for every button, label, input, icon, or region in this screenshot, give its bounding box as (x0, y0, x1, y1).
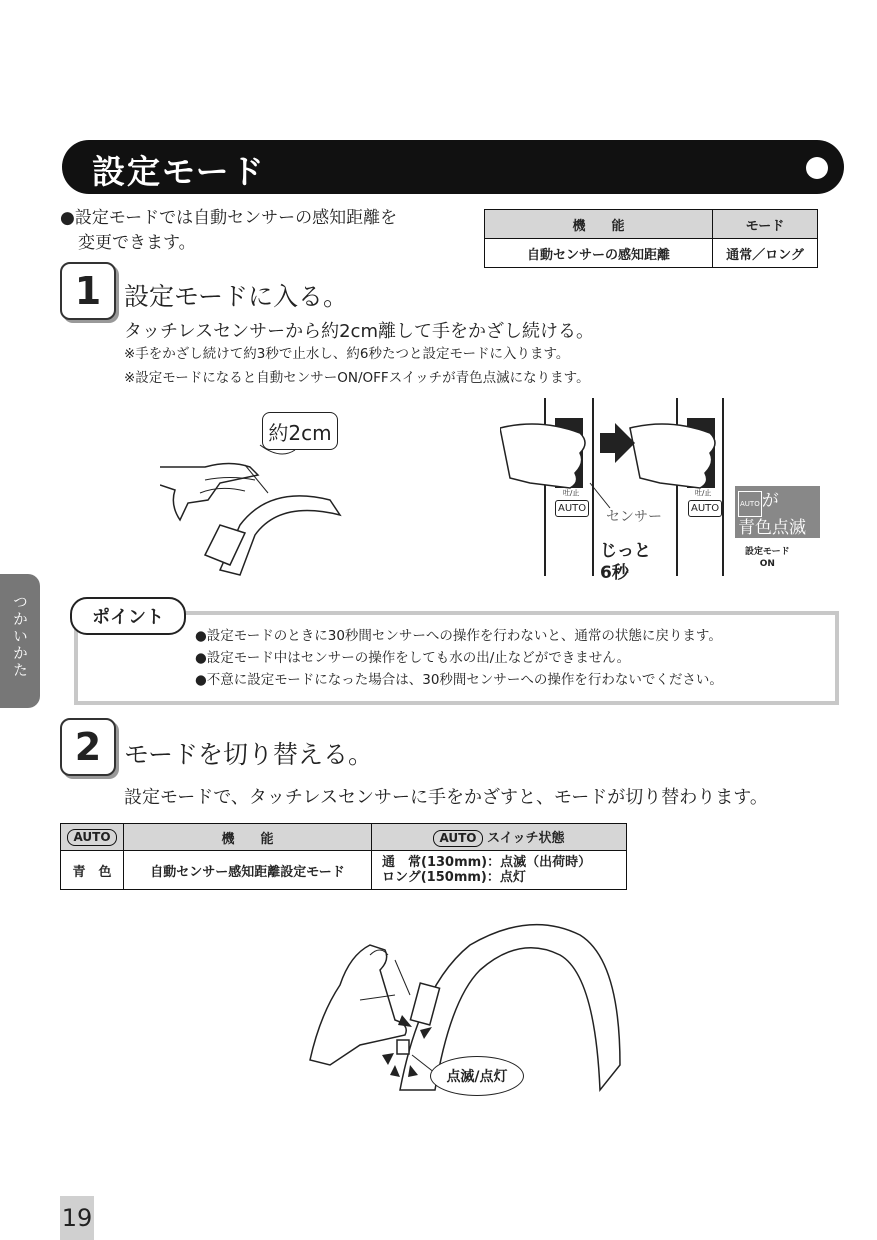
switch-state-normal: 通 常(130mm)：点滅（出荷時） (382, 855, 592, 870)
step-1-title: 設定モードに入る。 (124, 282, 349, 311)
intro-line-2: 変更できます。 (78, 233, 196, 253)
switch-table (60, 823, 627, 890)
mode-table-header-mode: モード (713, 210, 818, 239)
sensor-label: センサー (606, 509, 662, 525)
point-item-1: ●設定モードのときに30秒間センサーへの操作を行わないと、通常の状態に戻ります。 (195, 628, 722, 644)
mode-table (484, 209, 818, 268)
title-dot-icon (806, 157, 828, 179)
switch-table-function: 自動センサー感知距離設定モード (124, 851, 372, 890)
blink-callout (430, 1056, 524, 1096)
page-number: 19 (60, 1196, 94, 1240)
step-1-text: タッチレスセンサーから約2cm離して手をかざし続ける。 (124, 321, 594, 342)
step-2-text: 設定モードで、タッチレスセンサーに手をかざすと、モードが切り替わります。 (124, 787, 768, 808)
switch-table-header-state: スイッチ状態 (487, 831, 565, 846)
switch-label-2: 吐/止 (695, 489, 712, 497)
step-2-number: 2 (60, 718, 116, 776)
mode-on-line-1: 設定モード (745, 547, 790, 557)
distance-label: 約2cm (268, 420, 332, 445)
point-item-3: ●不意に設定モードになった場合は、30秒間センサーへの操作を行わないでください。 (195, 672, 723, 688)
point-badge: ポイント (70, 597, 186, 635)
section-title: 設定モード (92, 152, 266, 191)
blink-label-line-2: 青色点滅 (738, 518, 806, 538)
hold-label (600, 540, 651, 584)
blink-label-line-1: が (761, 491, 779, 511)
side-tab-label: つかいかた (11, 594, 29, 679)
switch-table-state (372, 851, 627, 890)
intro-line-1: ●設定モードでは自動センサーの感知距離を (60, 208, 398, 228)
hold-label-line-1: じっと (600, 541, 651, 561)
mode-on-label (745, 546, 790, 570)
step-2-title: モードを切り替える。 (124, 740, 374, 769)
intro-text (60, 206, 397, 256)
blink-callout-label: 点滅/点灯 (446, 1069, 508, 1085)
hold-label-line-2: 6秒 (600, 563, 629, 583)
switch-label-1: 吐/止 (563, 489, 580, 497)
auto-button-1: AUTO (555, 500, 589, 517)
auto-mini-icon: AUTO (738, 491, 762, 517)
mode-table-cell-function: 自動センサーの感知距離 (485, 239, 713, 268)
step-1-number: 1 (60, 262, 116, 320)
auto-button-2: AUTO (688, 500, 722, 517)
step-1-note-2: ※設定モードになると自動センサーON/OFFスイッチが青色点滅になります。 (124, 370, 590, 386)
auto-pill-state: AUTO (433, 830, 482, 847)
blink-label (738, 490, 806, 539)
auto-pill-header: AUTO (67, 829, 116, 846)
switch-state-long: ロング(150mm)：点灯 (382, 870, 526, 885)
mode-table-cell-mode: 通常／ロング (713, 239, 818, 268)
mode-table-header-function: 機 能 (485, 210, 713, 239)
mode-on-line-2: ON (759, 559, 775, 569)
switch-table-color: 青 色 (61, 851, 124, 890)
point-item-2: ●設定モード中はセンサーの操作をしても水の出/止などができません。 (195, 650, 631, 666)
distance-callout (262, 412, 338, 450)
switch-table-header-function: 機 能 (124, 824, 372, 851)
step-1-note-1: ※手をかざし続けて約3秒で止水し、約6秒たつと設定モードに入ります。 (124, 346, 570, 362)
